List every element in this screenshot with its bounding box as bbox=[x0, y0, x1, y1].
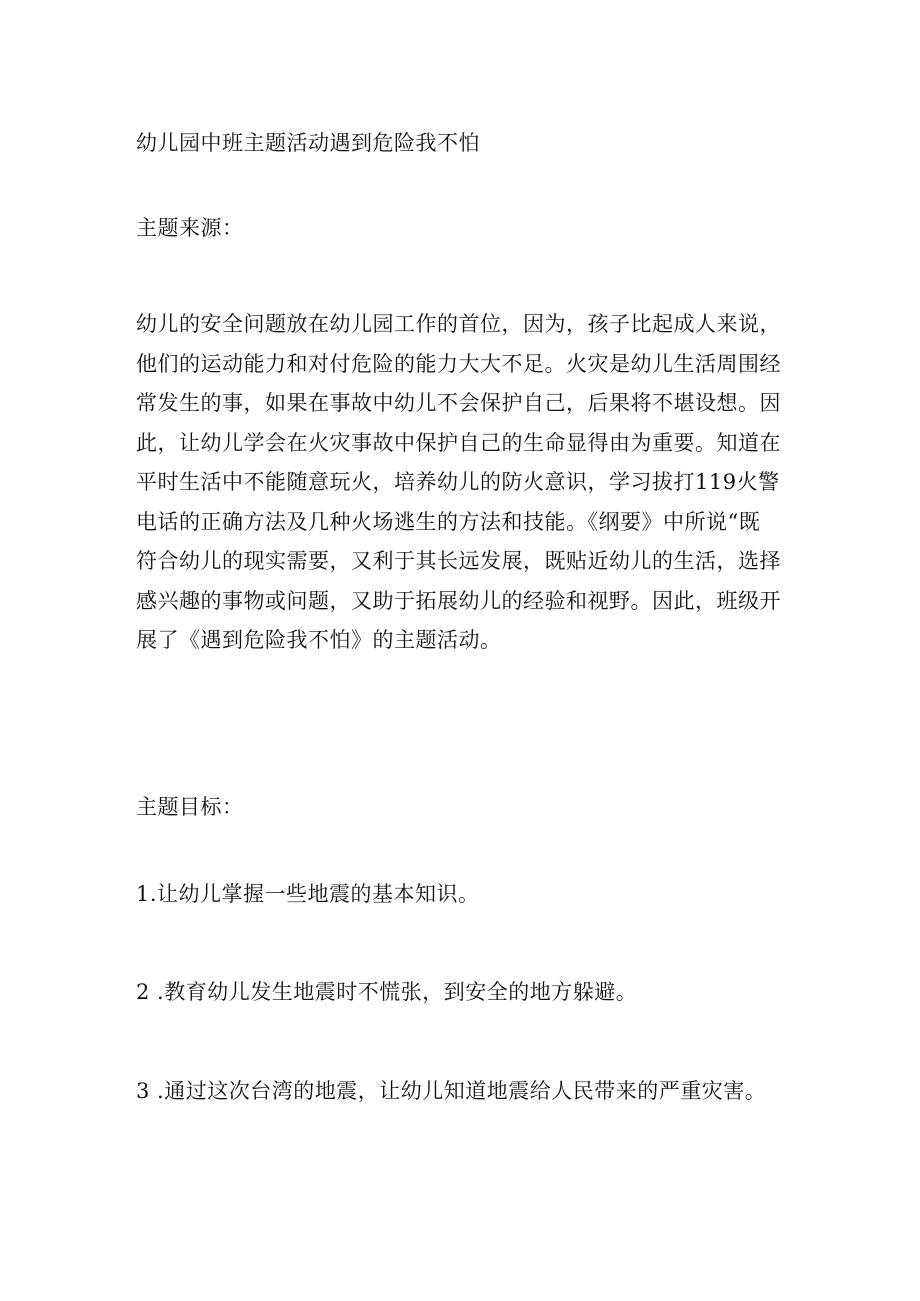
paragraph-line: 符合幼儿的现实需要，又利于其长远发展，既贴近幼儿的生活，选择 bbox=[136, 549, 781, 573]
paragraph-line: 他们的运动能力和对付危险的能力大大不足。火灾是幼儿生活周围经 bbox=[136, 351, 781, 376]
document-title: 幼儿园中班主题活动遇到危险我不怕 bbox=[136, 131, 480, 155]
goal-item: 3 .通过这次台湾的地震，让幼儿知道地震给人民带来的严重灾害。 bbox=[136, 1079, 767, 1103]
paragraph-line: 感兴趣的事物或问题，又助于拓展幼儿的经验和视野。因此，班级开 bbox=[136, 588, 781, 613]
goal-item: 2 .教育幼儿发生地震时不慌张，到安全的地方躲避。 bbox=[136, 980, 638, 1004]
paragraph-line: 常发生的事，如果在事故中幼儿不会保护自己，后果将不堪设想。因 bbox=[136, 391, 781, 415]
paragraph-line: 平时生活中不能随意玩火，培养幼儿的防火意识，学习拔打119火警 bbox=[136, 470, 780, 494]
paragraph-line: 展了《遇到危险我不怕》的主题活动。 bbox=[136, 628, 502, 652]
goal-item: 1.让幼儿掌握一些地震的基本知识。 bbox=[136, 882, 480, 906]
paragraph-line: 电话的正确方法及几种火场逃生的方法和技能。《纲要》中所说“既 bbox=[136, 509, 761, 534]
paragraph-line: 幼儿的安全问题放在幼儿园工作的首位，因为，孩子比起成人来说， bbox=[136, 312, 781, 336]
source-paragraph bbox=[136, 305, 786, 661]
goals-heading: 主题目标： bbox=[136, 795, 244, 819]
source-heading: 主题来源： bbox=[136, 216, 244, 240]
paragraph-line: 此，让幼儿学会在火灾事故中保护自己的生命显得由为重要。知道在 bbox=[136, 430, 781, 455]
